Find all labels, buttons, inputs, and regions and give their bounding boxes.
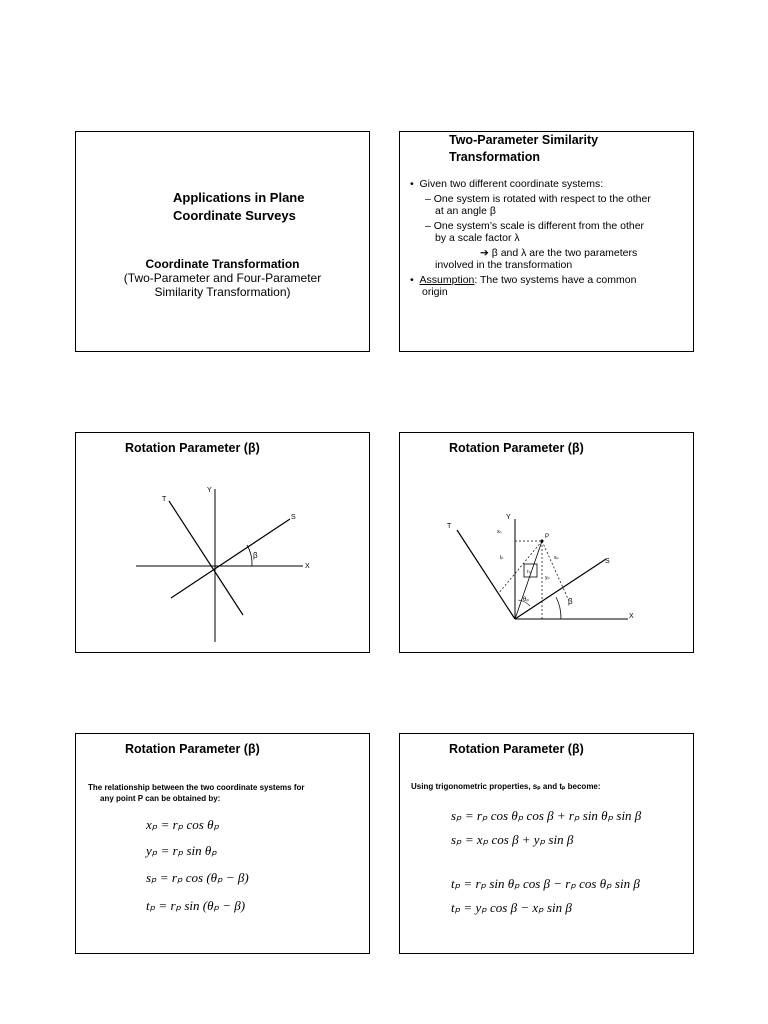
t-label: T: [162, 496, 167, 503]
slide-1-subtitle: Coordinate Transformation (Two-Parameter and Four-Parameter Similarity Transformation): [123, 257, 322, 299]
slide-6-text: Using trigonometric properties, sₚ and tₚ become:: [411, 782, 601, 791]
tp-label: tₚ: [500, 555, 504, 561]
sp-label: sₚ: [554, 555, 559, 561]
slide-3: [75, 432, 370, 653]
equation-8: tₚ = yₚ cos β − xₚ sin β: [451, 900, 572, 915]
slide-1-title: Applications in Plane Coordinate Surveys: [173, 190, 305, 223]
bullet-1c: ➔ β and λ are the two parameters involved in the transformation: [435, 247, 638, 271]
beta-label: β: [253, 551, 258, 560]
slide-2: [399, 131, 694, 352]
equation-3: sₚ = rₚ cos (θₚ − β): [146, 870, 249, 885]
t-axis: [457, 530, 515, 619]
bullet-1: • Given two different coordinate systems:: [410, 178, 604, 190]
equation-6: sₚ = xₚ cos β + yₚ sin β: [451, 832, 574, 847]
x-label: X: [305, 563, 310, 570]
point-p: [541, 540, 544, 543]
bullet-1a: – One system is rotated with respect to the other at an angle β: [425, 193, 651, 217]
beta-label: β: [568, 597, 573, 606]
rotation-diagram-2: [400, 433, 693, 652]
y-label: Y: [207, 487, 212, 494]
y-label: Y: [506, 514, 511, 521]
x-label: X: [629, 613, 634, 620]
slide-3-title: Rotation Parameter (β): [125, 441, 260, 455]
equation-4: tₚ = rₚ sin (θₚ − β): [146, 898, 246, 913]
beta-arc: [556, 597, 561, 619]
equation-1: xₚ = rₚ cos θₚ: [146, 817, 220, 832]
arrow-icon: ➔: [480, 247, 489, 259]
tp-projection: [498, 541, 542, 594]
slide-6-title: Rotation Parameter (β): [449, 742, 584, 756]
slide-4: [399, 432, 694, 653]
t-label: T: [447, 523, 452, 530]
slide-2-title: Two-Parameter Similarity Transformation: [449, 133, 599, 164]
r-vector: [515, 541, 542, 619]
slide-5-text: The relationship between the two coordinate systems for any point P can be obtained by:: [88, 783, 305, 803]
rp-label: rₚ: [527, 569, 531, 575]
bullet-1b: – One system’s scale is different from the other by a scale factor λ: [425, 220, 645, 244]
equation-2: yₚ = rₚ sin θₚ: [146, 843, 217, 858]
slide-1: [75, 131, 370, 352]
slide-2-body: • Given two different coordinate systems: – One system is rotated with respect to the other at an angle β – One system’s scale is different from the other by a scale factor λ ➔ β and λ are the two parameters involved in the transformation • Assumption: The two systems have a common origin: [410, 178, 690, 298]
beta-arc: [247, 545, 252, 566]
yp-label: yₚ: [545, 575, 550, 581]
equation-5: sₚ = rₚ cos θₚ cos β + rₚ sin θₚ sin β: [451, 808, 642, 823]
bullet-2: • Assumption: The two systems have a common: [410, 274, 637, 286]
slide-5: [75, 733, 370, 954]
theta-label: θₚ: [523, 597, 529, 603]
slide-6: [399, 733, 694, 954]
equation-7: tₚ = rₚ sin θₚ cos β − rₚ cos θₚ sin β: [451, 876, 640, 891]
xp-label: xₚ: [497, 529, 502, 535]
slide-4-title: Rotation Parameter (β): [449, 441, 584, 455]
rotation-diagram-1: [76, 433, 369, 652]
slide-5-title: Rotation Parameter (β): [125, 742, 260, 756]
p-label: P: [545, 534, 550, 540]
s-label: S: [605, 558, 610, 565]
s-label: S: [291, 514, 296, 521]
